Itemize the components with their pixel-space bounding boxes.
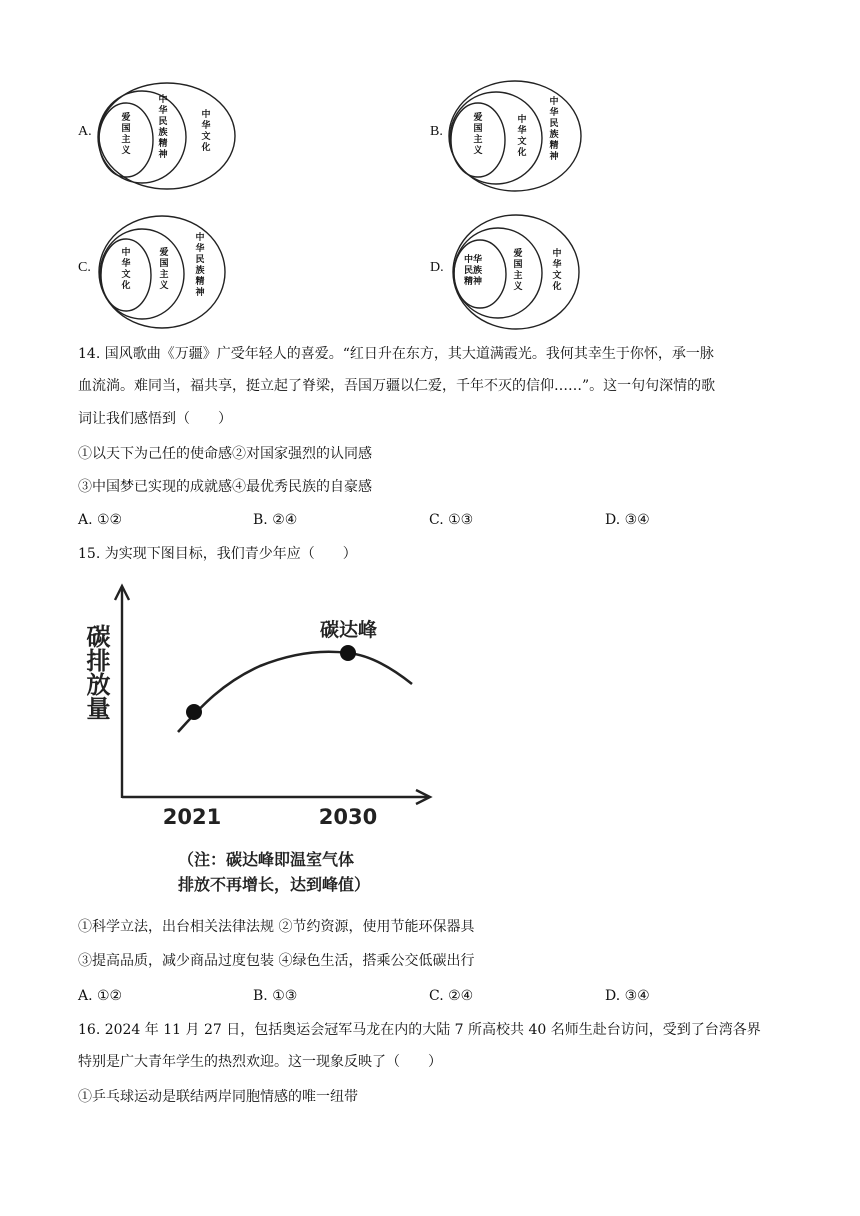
y-axis-label: 碳排放量 xyxy=(82,624,110,720)
q14-choice-c[interactable]: C. ①③ xyxy=(429,512,474,528)
option-d-outer-label: 中华文化 xyxy=(552,249,562,292)
q14-choice-b[interactable]: B. ②④ xyxy=(253,512,298,528)
option-c-outer-label: 中华民族精神 xyxy=(195,233,205,298)
point-2021 xyxy=(186,704,202,720)
q15-statement-1: ①科学立法，出台相关法律法规 ②节约资源，使用节能环保器具 xyxy=(78,919,475,935)
chart-note-line-1: （注：碳达峰即温室气体 xyxy=(178,850,355,869)
option-a-middle-label: 中华民族精神 xyxy=(158,95,168,160)
emission-curve xyxy=(178,652,412,732)
q14-stem-line-3: 词让我们感悟到（ ） xyxy=(78,411,232,427)
point-2030-peak xyxy=(340,645,356,661)
q14-choice-d[interactable]: D. ③④ xyxy=(605,512,650,528)
option-a-diagram xyxy=(96,80,238,192)
q16-stem-line-2: 特别是广大青年学生的热烈欢迎。这一现象反映了（ ） xyxy=(78,1054,442,1070)
x-tick-2030: 2030 xyxy=(318,805,378,829)
option-c-middle-label: 爱国主义 xyxy=(159,248,169,291)
q15-choice-d[interactable]: D. ③④ xyxy=(605,988,650,1004)
q16-statement-1: ①乒乓球运动是联结两岸同胞情感的唯一纽带 xyxy=(78,1089,358,1105)
option-a-letter: A. xyxy=(78,124,92,139)
option-b-letter: B. xyxy=(430,124,443,139)
option-a-inner-label: 爱国主义 xyxy=(121,113,131,156)
q15-statement-2: ③提高品质，减少商品过度包装 ④绿色生活，搭乘公交低碳出行 xyxy=(78,953,475,969)
q15-choice-b[interactable]: B. ①③ xyxy=(253,988,298,1004)
option-c-diagram xyxy=(96,213,228,331)
option-d-inner-label: 中华民族精神 xyxy=(463,255,483,287)
option-c-letter: C. xyxy=(78,260,91,275)
option-b-diagram xyxy=(446,78,584,194)
option-d-letter: D. xyxy=(430,260,444,275)
option-b-middle-label: 中华文化 xyxy=(517,115,527,158)
option-b-inner-label: 爱国主义 xyxy=(473,113,483,156)
q14-stem-line-1: 14. 国风歌曲《万疆》广受年轻人的喜爱。“红日升在东方，其大道满霞光。我何其幸生于你怀，承一脉 xyxy=(78,346,714,362)
option-a-outer-label: 中华文化 xyxy=(201,110,211,153)
q14-statement-2: ③中国梦已实现的成就感④最优秀民族的自豪感 xyxy=(78,479,372,495)
carbon-peak-chart xyxy=(80,580,440,900)
q15-choice-a[interactable]: A. ①② xyxy=(78,988,123,1004)
option-d-middle-label: 爱国主义 xyxy=(513,249,523,292)
q15-choice-c[interactable]: C. ②④ xyxy=(429,988,474,1004)
q14-stem-line-2: 血流淌。难同当，福共享，挺立起了脊梁，吾国万疆以仁爱，千年不灭的信仰……”。这一句句深情的歌 xyxy=(78,378,716,394)
q15-stem: 15. 为实现下图目标，我们青少年应（ ） xyxy=(78,546,357,562)
q16-stem-line-1: 16. 2024 年 11 月 27 日，包括奥运会冠军马龙在内的大陆 7 所高校共 40 名师生赴台访问，受到了台湾各界 xyxy=(78,1022,761,1038)
x-tick-2021: 2021 xyxy=(162,805,222,829)
chart-note-line-2: 排放不再增长，达到峰值） xyxy=(178,875,371,894)
option-d-diagram xyxy=(450,212,582,332)
option-c-inner-label: 中华文化 xyxy=(121,248,131,291)
q14-choice-a[interactable]: A. ①② xyxy=(78,512,123,528)
peak-annotation: 碳达峰 xyxy=(320,619,378,641)
option-b-outer-label: 中华民族精神 xyxy=(549,97,559,162)
q14-statement-1: ①以天下为己任的使命感②对国家强烈的认同感 xyxy=(78,446,372,462)
